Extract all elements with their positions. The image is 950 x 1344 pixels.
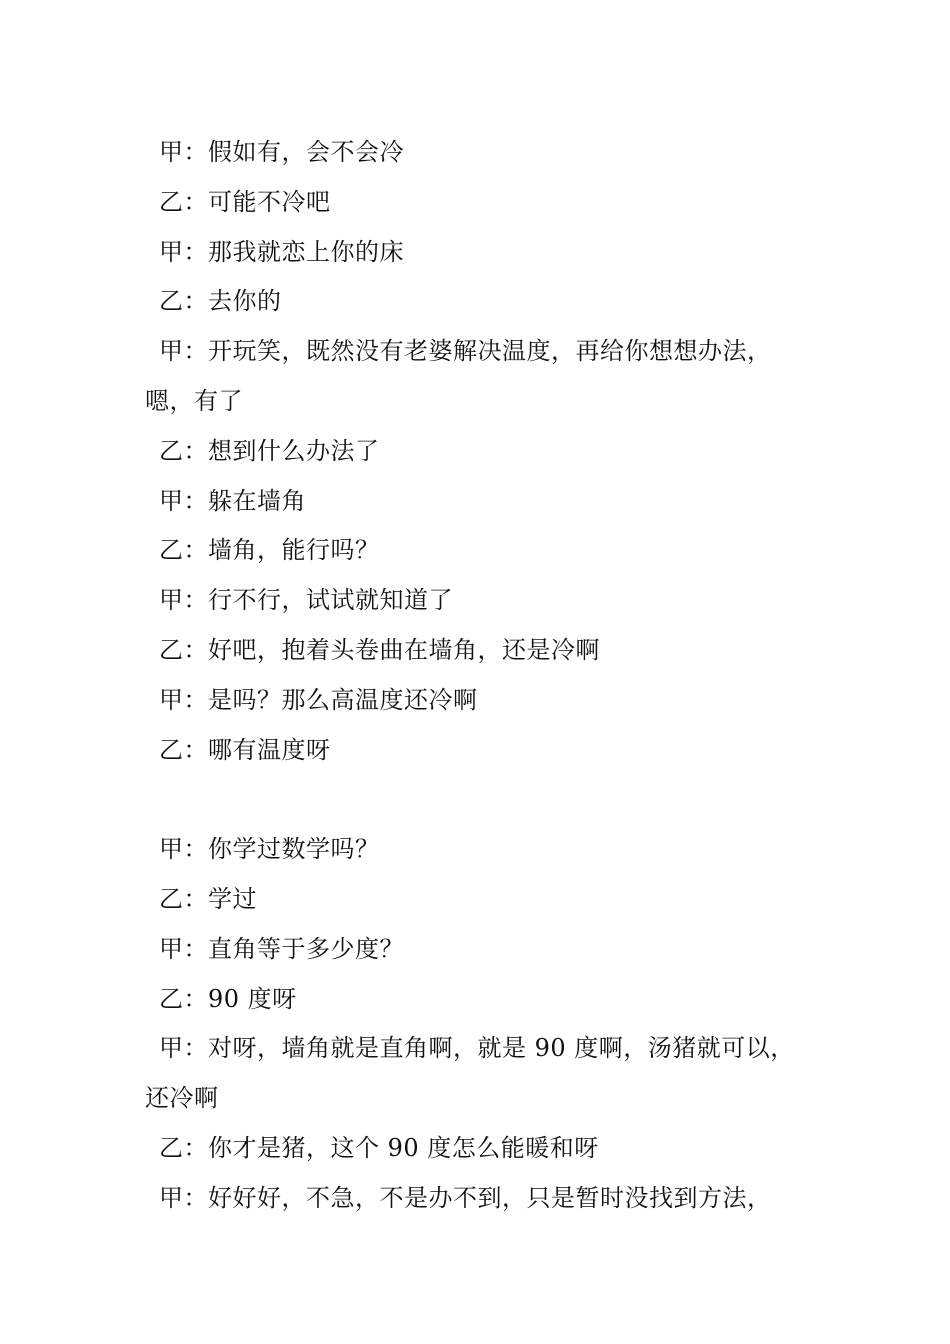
dialogue-line: 乙：想到什么办法了 bbox=[159, 436, 380, 465]
dialogue-line: 甲：好好好，不急，不是办不到，只是暂时没找到方法， bbox=[159, 1183, 772, 1212]
dialogue-line: 甲：行不行，试试就知道了 bbox=[159, 586, 453, 615]
dialogue-line: 甲：躲在墙角 bbox=[159, 486, 306, 515]
dialogue-line: 乙：去你的 bbox=[159, 287, 282, 316]
dialogue-line: 乙：好吧，抱着头卷曲在墙角，还是冷啊 bbox=[159, 635, 600, 664]
dialogue-line: 乙：学过 bbox=[159, 884, 257, 913]
dialogue-line-continuation: 嗯，有了 bbox=[145, 386, 243, 415]
dialogue-line: 乙：90 度呀 bbox=[159, 984, 297, 1013]
dialogue-line: 甲：那我就恋上你的床 bbox=[159, 237, 404, 266]
dialogue-text bbox=[145, 128, 805, 1224]
dialogue-line: 甲：直角等于多少度？ bbox=[159, 934, 404, 963]
blank-line bbox=[145, 775, 805, 825]
dialogue-line: 甲：你学过数学吗？ bbox=[159, 835, 380, 864]
dialogue-line: 甲：开玩笑，既然没有老婆解决温度，再给你想想办法， bbox=[159, 337, 772, 366]
dialogue-line: 甲：假如有，会不会冷 bbox=[159, 138, 404, 166]
dialogue-line: 乙：可能不冷吧 bbox=[159, 187, 331, 216]
dialogue-line: 甲：是吗？那么高温度还冷啊 bbox=[159, 685, 478, 714]
dialogue-line: 乙：你才是猪，这个 90 度怎么能暖和呀 bbox=[159, 1133, 599, 1162]
dialogue-line-continuation: 还冷啊 bbox=[145, 1084, 219, 1113]
dialogue-line: 乙：墙角，能行吗？ bbox=[159, 536, 380, 565]
dialogue-line: 甲：对呀，墙角就是直角啊，就是 90 度啊，汤猪就可以， bbox=[159, 1034, 795, 1063]
dialogue-line: 乙：哪有温度呀 bbox=[159, 735, 331, 764]
